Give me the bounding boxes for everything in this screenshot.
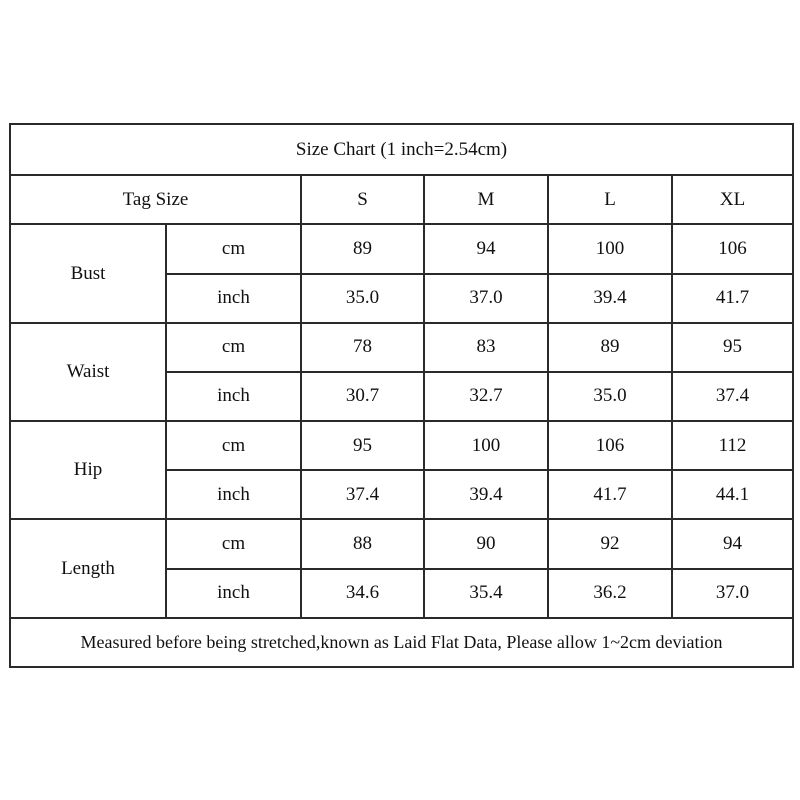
table-cell: 95	[301, 421, 424, 470]
table-cell: 35.4	[424, 569, 548, 618]
table-cell: 41.7	[672, 274, 793, 323]
table-cell: 90	[424, 519, 548, 568]
table-cell: 36.2	[548, 569, 672, 618]
tag-size-label: Tag Size	[10, 175, 301, 224]
unit-label: inch	[166, 470, 301, 519]
table-cell: 94	[672, 519, 793, 568]
table-cell: 30.7	[301, 372, 424, 421]
table-cell: 89	[548, 323, 672, 372]
unit-label: cm	[166, 519, 301, 568]
table-cell: 37.0	[672, 569, 793, 618]
table-cell: 35.0	[301, 274, 424, 323]
table-cell: 95	[672, 323, 793, 372]
table-cell: 83	[424, 323, 548, 372]
unit-label: inch	[166, 569, 301, 618]
table-cell: 78	[301, 323, 424, 372]
size-header-l: L	[548, 175, 672, 224]
measurement-note: Measured before being stretched,known as Laid Flat Data, Please allow 1~2cm deviation	[10, 618, 793, 667]
table-cell: 100	[548, 224, 672, 273]
size-header-m: M	[424, 175, 548, 224]
unit-label: cm	[166, 224, 301, 273]
header-row	[10, 175, 793, 224]
table-cell: 39.4	[424, 470, 548, 519]
chart-title: Size Chart (1 inch=2.54cm)	[10, 124, 793, 175]
table-cell: 39.4	[548, 274, 672, 323]
table-cell: 106	[672, 224, 793, 273]
table-cell: 37.4	[672, 372, 793, 421]
table-cell: 44.1	[672, 470, 793, 519]
table-cell: 34.6	[301, 569, 424, 618]
table-cell: 41.7	[548, 470, 672, 519]
table-cell: 32.7	[424, 372, 548, 421]
size-header-xl: XL	[672, 175, 793, 224]
table-cell: 37.0	[424, 274, 548, 323]
size-header-s: S	[301, 175, 424, 224]
table-cell: 100	[424, 421, 548, 470]
table-cell: 89	[301, 224, 424, 273]
table-cell: 37.4	[301, 470, 424, 519]
table-row	[10, 421, 793, 470]
table-row	[10, 224, 793, 273]
table-cell: 88	[301, 519, 424, 568]
unit-label: inch	[166, 274, 301, 323]
measurement-label-length: Length	[10, 519, 166, 617]
measurement-label-waist: Waist	[10, 323, 166, 421]
table-cell: 35.0	[548, 372, 672, 421]
table-cell: 92	[548, 519, 672, 568]
table-row	[10, 323, 793, 372]
measurement-label-hip: Hip	[10, 421, 166, 519]
note-row	[10, 618, 793, 667]
table-row	[10, 519, 793, 568]
table-cell: 106	[548, 421, 672, 470]
table-cell: 112	[672, 421, 793, 470]
unit-label: inch	[166, 372, 301, 421]
unit-label: cm	[166, 323, 301, 372]
table-cell: 94	[424, 224, 548, 273]
title-row	[10, 124, 793, 175]
unit-label: cm	[166, 421, 301, 470]
size-chart-table	[9, 123, 794, 668]
measurement-label-bust: Bust	[10, 224, 166, 322]
